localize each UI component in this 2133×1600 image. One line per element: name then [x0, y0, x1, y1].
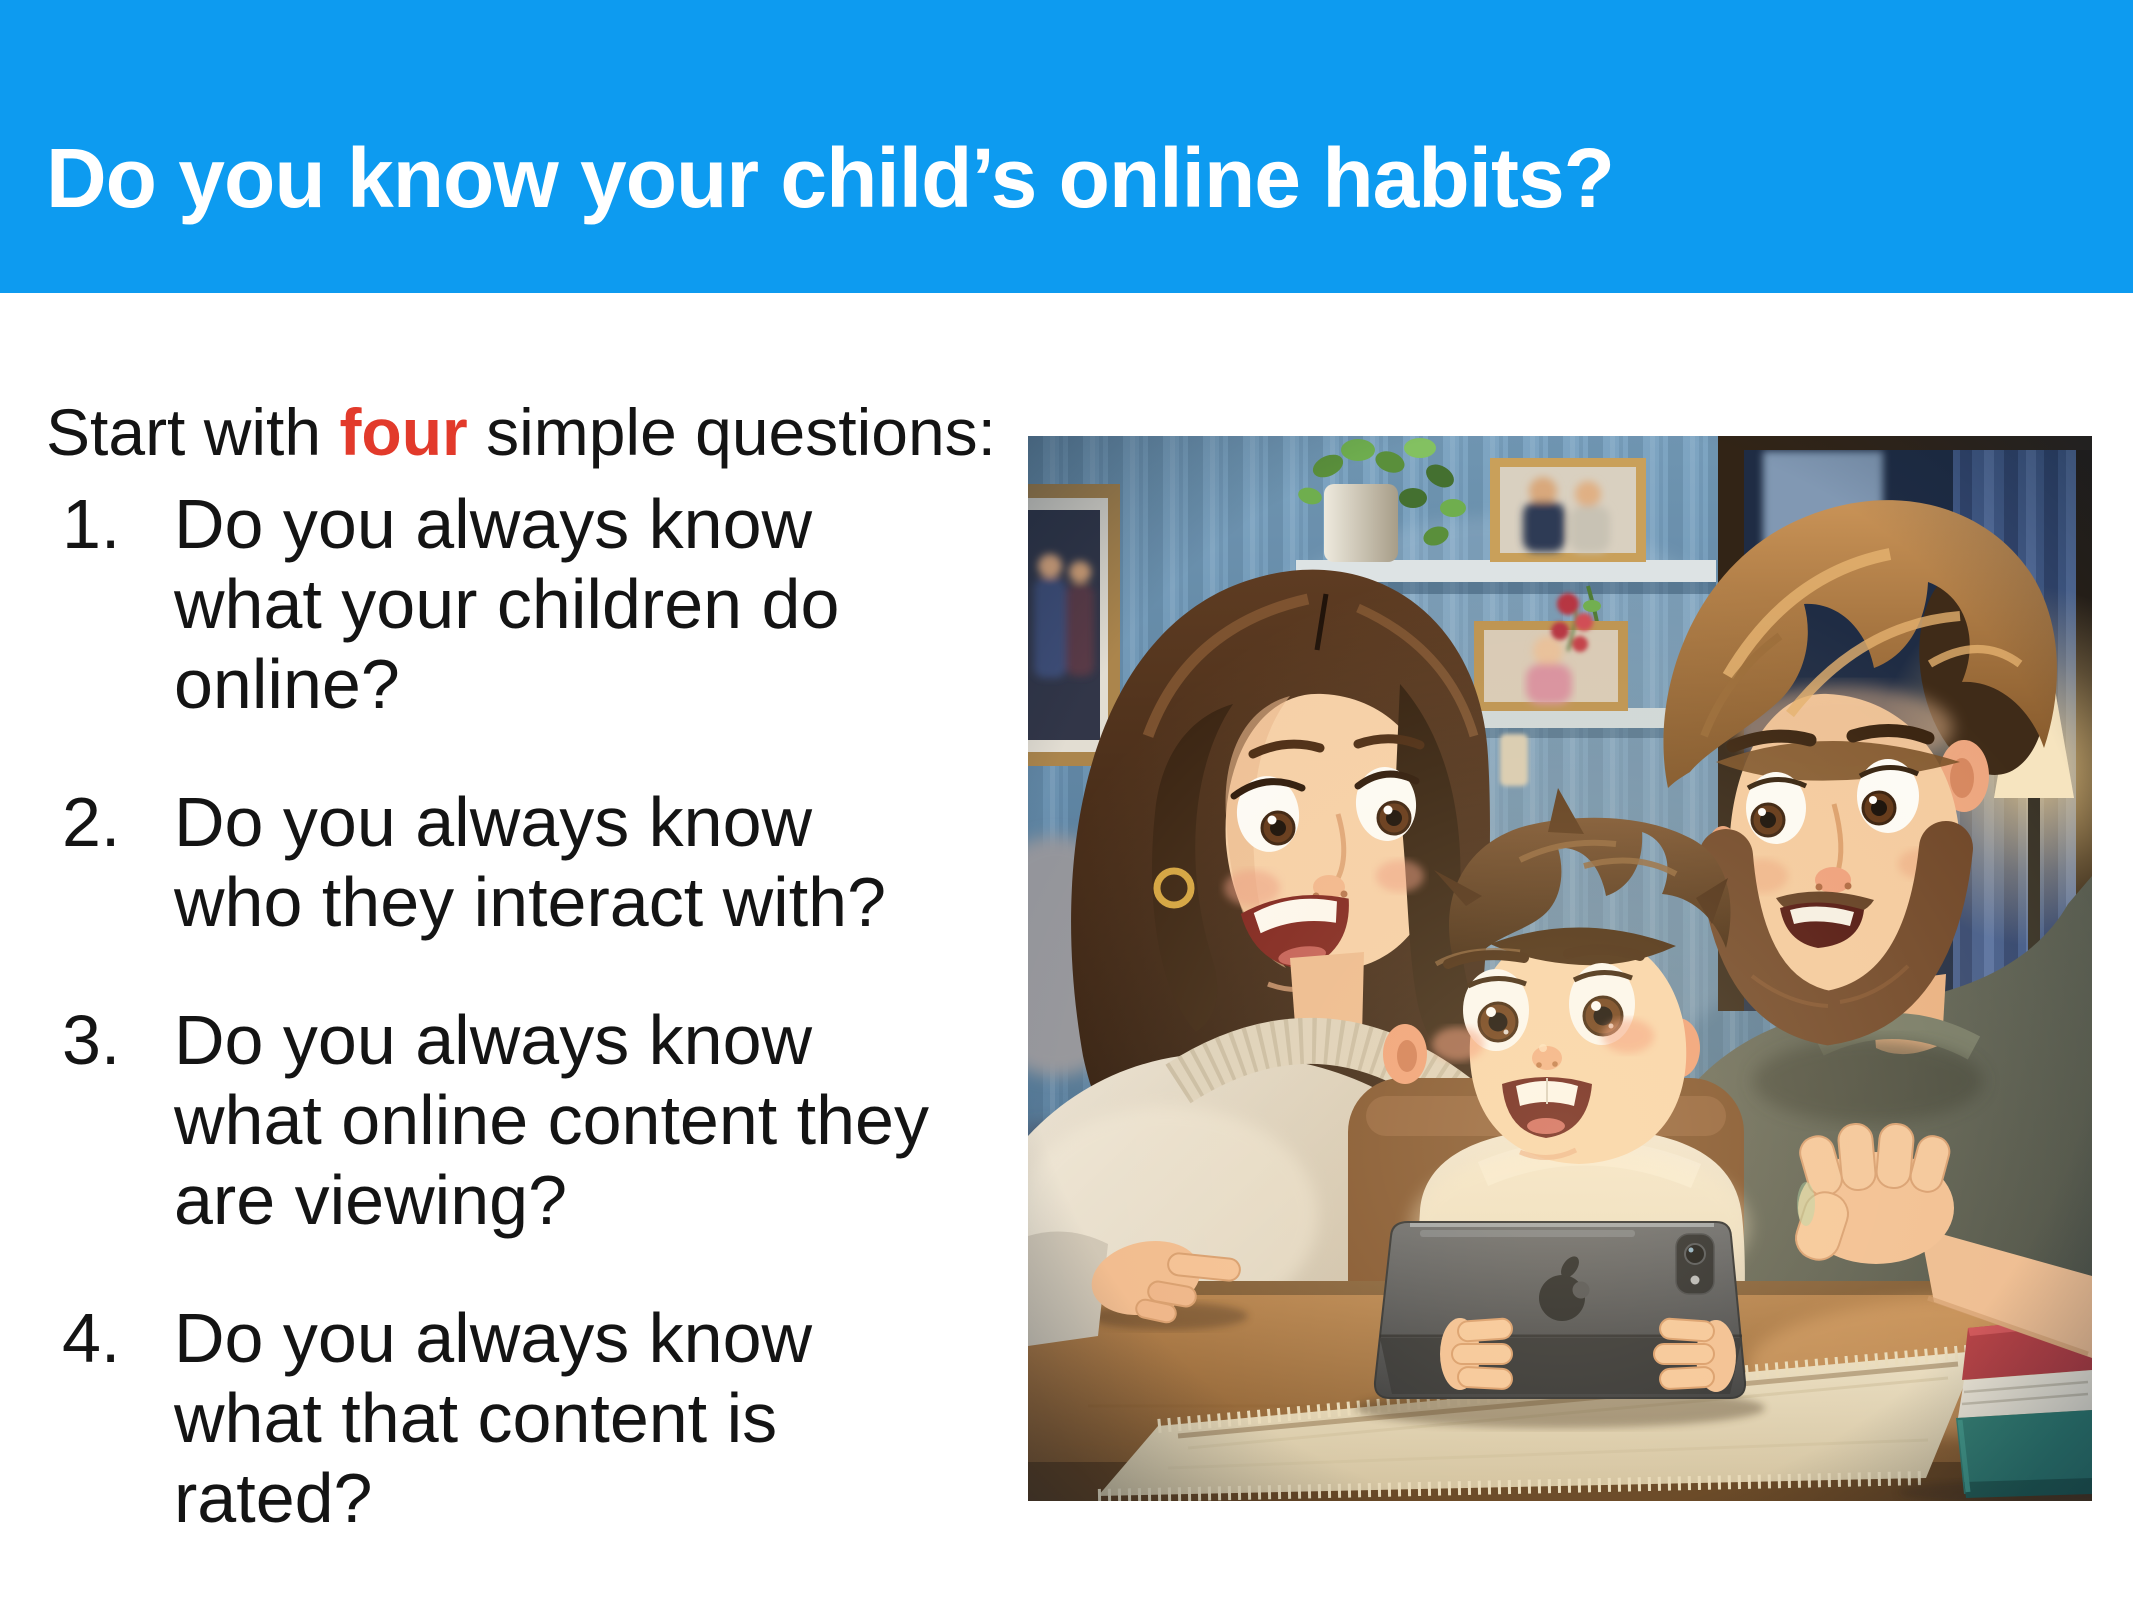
question-number: 2.	[62, 783, 121, 861]
question-item-3	[62, 1000, 992, 1240]
intro-suffix: simple questions:	[467, 395, 996, 469]
intro-highlight: four	[339, 395, 468, 469]
vignette-overlay	[1028, 436, 2092, 1501]
question-text: Do you always know what your children do online?	[174, 485, 840, 723]
question-number: 1.	[62, 485, 121, 563]
question-number: 3.	[62, 1001, 121, 1079]
question-text: Do you always know what that content is rated?	[174, 1299, 813, 1537]
question-number: 4.	[62, 1299, 121, 1377]
question-text: Do you always know what online content they are viewing?	[174, 1001, 929, 1239]
family-photo-illustration	[1028, 436, 2092, 1501]
question-text: Do you always know who they interact with?	[174, 783, 887, 941]
question-item-4	[62, 1298, 992, 1538]
intro-prefix: Start with	[46, 395, 340, 469]
intro-text	[46, 396, 996, 468]
question-item-2	[62, 782, 992, 942]
page-title: Do you know your child’s online habits?	[46, 131, 1614, 226]
question-item-1	[62, 484, 992, 724]
questions-list	[62, 484, 992, 1596]
